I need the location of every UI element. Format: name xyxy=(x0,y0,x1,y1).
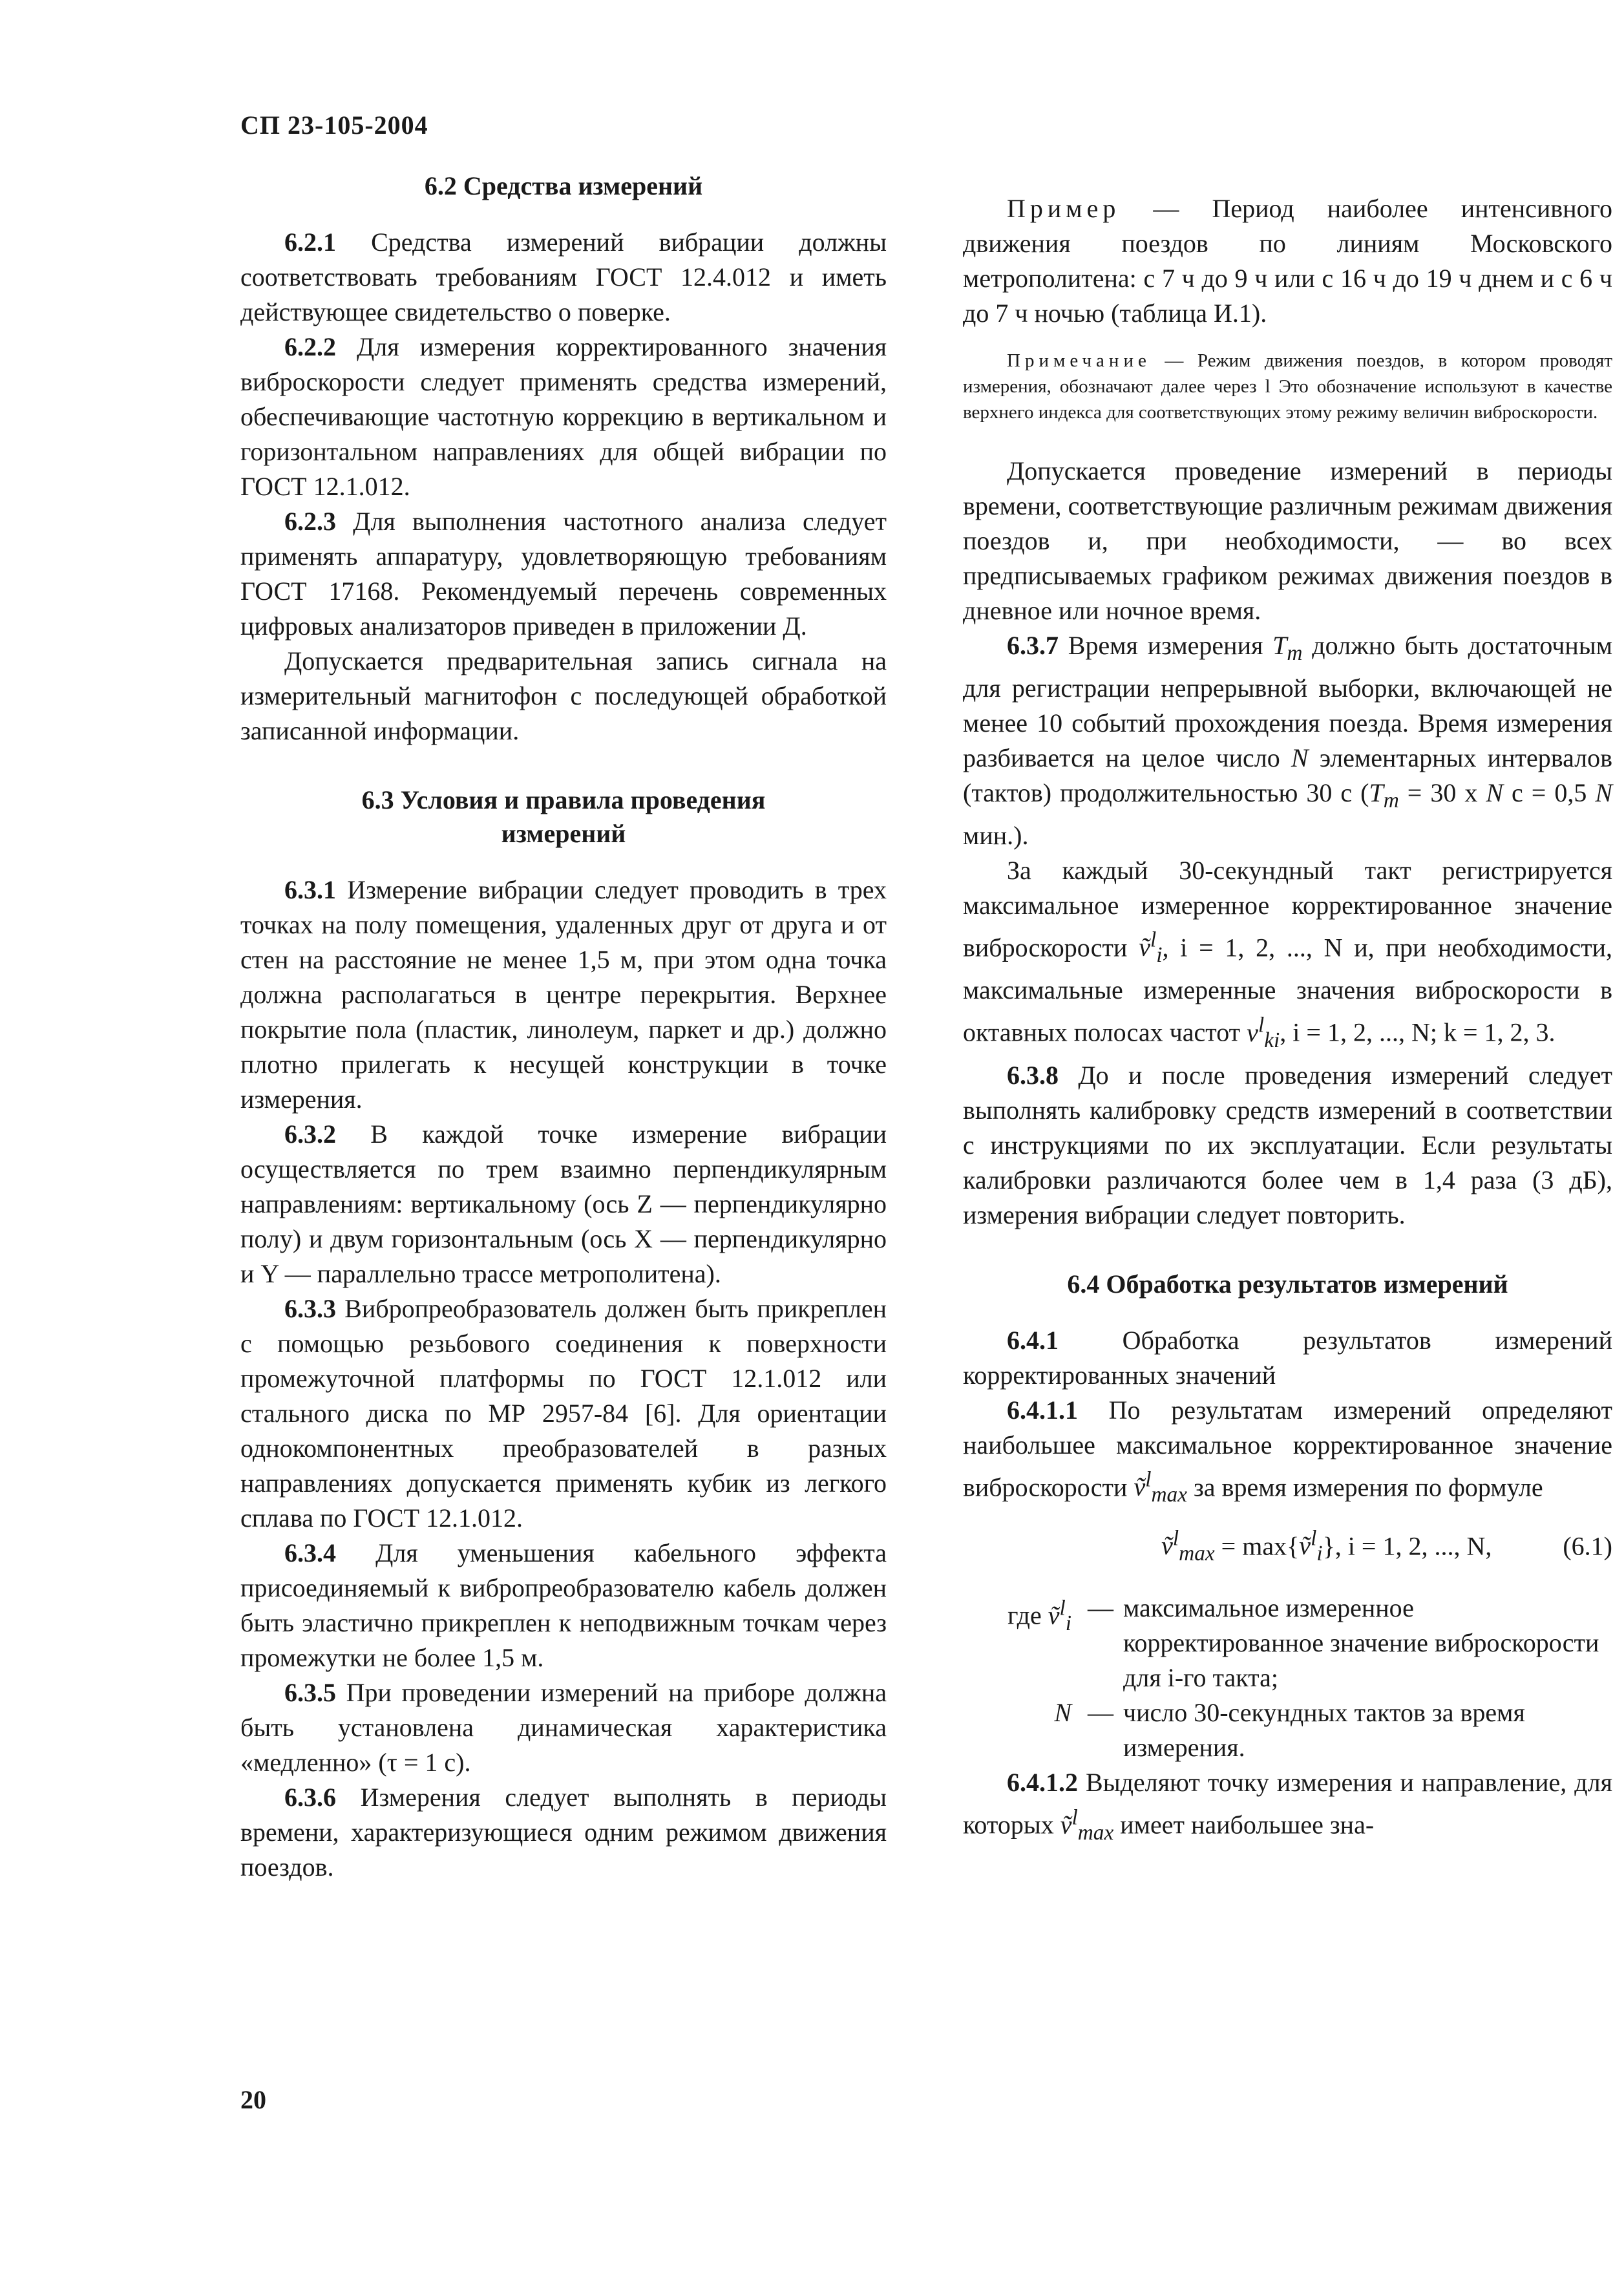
paragraph-allowance-2: Допускается проведение измерений в периоды времени, соответствующие различным режимам движения поездов и, при необходимости, — во всех предписываемых графиком режимах движения поездов в дневное или ночное время. xyxy=(963,456,1612,625)
document-header: СП 23-105-2004 xyxy=(240,111,428,140)
clause-number: 6.3.5 xyxy=(284,1678,336,1707)
section-title-6-3 xyxy=(240,783,887,851)
clause-text: Для выполнения частотного анализа следует применять аппаратуру, удовлетворяющую требованиям ГОСТ 17168. Рекомендуемый перечень современных цифровых анализаторов приведен в приложении Д. xyxy=(240,507,887,641)
where-symbol: где ṽ$^l_i$ xyxy=(1007,1596,1071,1635)
symbol-N: N xyxy=(1291,743,1309,772)
clause-text: = 30 х xyxy=(1407,778,1478,807)
section-title-line: 6.3 Условия и правила проведения xyxy=(361,785,766,814)
clause-text: , i = 1, 2, ..., N и, при необходимости, максимальные измеренные значения виброскорости в октавных полосах частот xyxy=(963,933,1613,1047)
clause-number: 6.4.1 xyxy=(1007,1325,1059,1355)
clause-number: 6.3.6 xyxy=(284,1783,336,1812)
clause-number: 6.3.4 xyxy=(284,1538,336,1567)
clause-number: 6.3.7 xyxy=(1007,631,1059,660)
clause-text: При проведении измерений на приборе должна быть установлена динамическая характеристика «медленно» (τ = 1 с). xyxy=(240,1678,887,1777)
example-text: — Период наиболее интенсивного движения поездов по линиям Московского метрополитена: с 7 ч до 9 ч или с 16 ч до 19 ч днем и с 6 ч до 7 ч ночью (таблица И.1). xyxy=(963,194,1613,328)
clause-text: должно быть достаточным для регистрации непрерывной выборки, включающей не менее 10 событий прохождения поезда. Время измерения разбивается на целое число xyxy=(963,631,1613,772)
paragraph-6-3-8 xyxy=(963,1058,1612,1233)
clause-text: Для уменьшения кабельного эффекта присоединяемый к вибропреобразователю кабель должен быть эластично прикреплен к неподвижным точкам через промежутки не более 1,5 м. xyxy=(240,1538,887,1672)
clause-number: 6.3.1 xyxy=(284,875,336,904)
section-title-6-2: 6.2 Средства измерений xyxy=(424,171,703,200)
formula-number: (6.1) xyxy=(1563,1531,1612,1561)
clause-text: Вибропреобразователь должен быть прикреплен с помощью резьбового соединения к поверхности промежуточной платформы по ГОСТ 12.1.012 или стального диска по МР 2957-84 [6]. Для ориентации однокомпонентных преобразователей в разных направлениях допускается применять кубик из легкого сплава по ГОСТ 12.1.012. xyxy=(240,1294,887,1533)
clause-text: за время измерения по формуле xyxy=(1194,1472,1543,1501)
section-title-line: измерений xyxy=(501,819,626,848)
clause-text: За каждый 30-секундный такт регистрируется максимальное измеренное корректированное значение виброскорости xyxy=(963,856,1612,962)
where-symbol: N xyxy=(1054,1698,1071,1728)
paragraph-6-3-7: 6.3.7 Время измерения $T_m$ должно быть достаточным для регистрации непрерывной выборки, включающей не менее 10 событий прохождения поезда. Время измерения разбивается на целое число N элементарных интервалов (тактов) продолжительностью 30 с ($T_m = 30$ х N с = 0,5 N мин.). xyxy=(963,631,1613,850)
paragraph-6-2-3 xyxy=(240,504,887,644)
clause-text: Для измерения корректированного значения виброскорости следует применять средства измерений, обеспечивающие частотную коррекцию в вертикальном и горизонтальном направлениях для общей вибрации по ГОСТ 12.1.012. xyxy=(240,332,887,501)
paragraph-6-3-1 xyxy=(240,873,887,1117)
right-column xyxy=(963,169,1612,1851)
paragraph-each-tact xyxy=(963,853,1612,1058)
symbol-v-max: ṽ$^l_{max}$ xyxy=(1060,1805,1114,1845)
formula-text: = max{ xyxy=(1221,1531,1300,1561)
clause-text: , i = 1, 2, ..., N; k = 1, 2, 3. xyxy=(1280,1017,1555,1047)
paragraph-6-4-1-1 xyxy=(963,1393,1612,1512)
symbol-T: T xyxy=(1272,631,1287,660)
clause-text: мин.). xyxy=(963,821,1029,850)
example-label: Пример xyxy=(1007,194,1121,223)
clause-number: 6.2.2 xyxy=(284,332,336,361)
paragraph-6-2-2 xyxy=(240,330,887,504)
clause-number: 6.3.8 xyxy=(1007,1060,1059,1090)
subscript-m: m xyxy=(1287,641,1303,665)
paragraph-6-3-4 xyxy=(240,1536,887,1675)
clause-text: Выделяют точку измерения и направление, для которых xyxy=(963,1768,1613,1840)
paragraph-6-4-1 xyxy=(963,1323,1612,1393)
formula-text: }, i = 1, 2, ..., N, xyxy=(1322,1531,1492,1561)
paragraph-6-4-1-2 xyxy=(963,1765,1612,1850)
symbol-v-max: ṽ$^l_{max}$ xyxy=(1134,1467,1187,1507)
clause-number: 6.3.3 xyxy=(284,1294,336,1323)
clause-text: В каждой точке измерение вибрации осуществляется по трем взаимно перпендикулярным направлениям: вертикальному (ось Z — перпендикулярно полу) и двум горизонтальным (ось X — перпендикулярно и Y — параллельно трассе метрополитена). xyxy=(240,1119,887,1288)
formula-6-1: ṽ$^l_{max}$ = max{ṽ$^l_i$}, i = 1, 2, ..., N, (6.1) xyxy=(1161,1526,1612,1566)
left-column xyxy=(240,169,887,1885)
clause-number: 6.2.3 xyxy=(284,507,336,536)
where-list: где ṽ$^l_i$ — максимальное измеренное корректированное значение виброскорости для i-го такта; N — число 30-секундных тактов за время измерения. xyxy=(963,1591,1612,1765)
paragraph-6-3-5 xyxy=(240,1675,887,1780)
note-paragraph xyxy=(963,348,1612,425)
symbol-v-i: ṽ$^l_i$ xyxy=(1139,928,1163,968)
note-label: Примечание xyxy=(1007,350,1151,371)
page-number: 20 xyxy=(240,2085,266,2114)
paragraph-6-2-1 xyxy=(240,225,887,330)
note-text: — Режим движения поездов, в котором проводят измерения, обозначают далее через l Это обозначение используют в качестве верхнего индекса для соответствующих этому режиму величин виброскорости. xyxy=(963,350,1613,423)
section-title-6-4: 6.4 Обработка результатов измерений xyxy=(1067,1269,1508,1299)
clause-number: 6.2.1 xyxy=(284,228,336,257)
clause-text: имеет наибольшее зна- xyxy=(1120,1810,1375,1840)
clause-text: элементарных интервалов (тактов) продолжительностью 30 с ( xyxy=(963,743,1613,807)
clause-text: Время измерения xyxy=(1068,631,1263,660)
symbol-v-ki: $v^l_{ki}$ xyxy=(1247,1013,1280,1052)
clause-text: До и после проведения измерений следует выполнять калибровку средств измерений в соответствии с инструкциями по их эксплуатации. Если результаты калибровки различаются более чем в 1,4 раза (3 дБ), измерения вибрации следует повторить. xyxy=(963,1060,1612,1229)
clause-text: Средства измерений вибрации должны соответствовать требованиям ГОСТ 12.4.012 и иметь действующее свидетельство о поверке. xyxy=(240,228,887,326)
clause-number: 6.4.1.2 xyxy=(1007,1768,1078,1798)
clause-text: По результатам измерений определяют наибольшее максимальное корректированное значение виброскорости xyxy=(963,1395,1612,1501)
clause-text: с = 0,5 xyxy=(1512,778,1587,807)
clause-text: Обработка результатов измерений корректированных значений xyxy=(963,1325,1612,1390)
paragraph-6-3-3 xyxy=(240,1291,887,1536)
where-definition: максимальное измеренное корректированное значение виброскорости для i-го такта; xyxy=(1123,1593,1599,1693)
clause-number: 6.3.2 xyxy=(284,1119,336,1149)
example-paragraph xyxy=(963,191,1612,331)
paragraph-6-3-6 xyxy=(240,1780,887,1885)
clause-text: Измерение вибрации следует проводить в трех точках на полу помещения, удаленных друг от друга и от стен на расстояние не менее 1,5 м, при этом одна точка должна располагаться в центре перекрытия. Верхнее покрытие пола (пластик, линолеум, паркет и др.) должно плотно прилегать к несущей конструкции в точке измерения. xyxy=(240,875,887,1114)
paragraph-allowance: Допускается предварительная запись сигнала на измерительный магнитофон с последующей обработкой записанной информации. xyxy=(240,646,887,745)
paragraph-6-3-2 xyxy=(240,1117,887,1291)
where-definition: число 30-секундных тактов за время измерения. xyxy=(1123,1698,1525,1763)
clause-number: 6.4.1.1 xyxy=(1007,1395,1078,1425)
clause-text: Измерения следует выполнять в периоды времени, характеризующиеся одним режимом движения поездов. xyxy=(240,1783,887,1882)
